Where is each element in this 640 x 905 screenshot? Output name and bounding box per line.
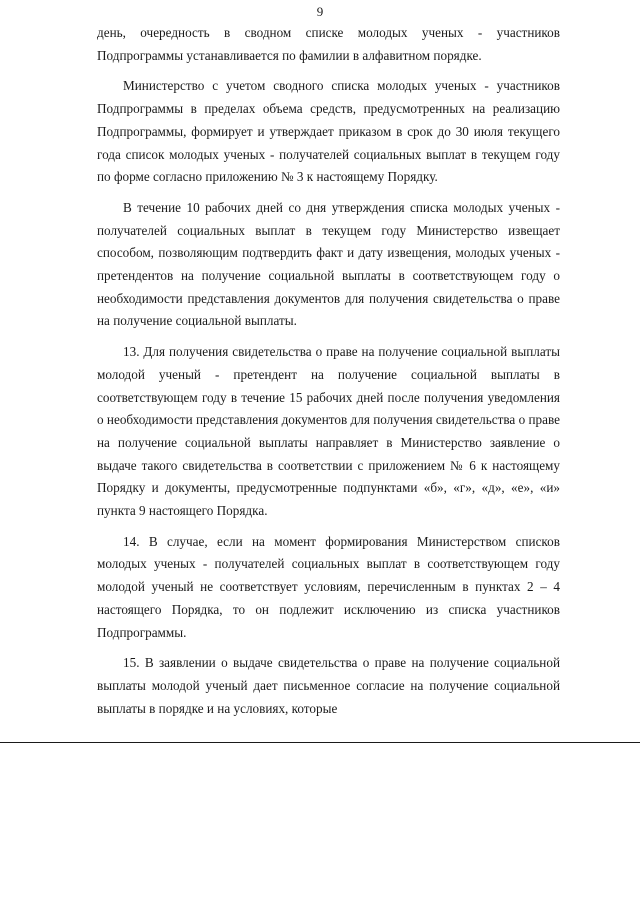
page-number: 9 bbox=[316, 4, 324, 19]
paragraph-item-13: 13. Для получения свидетельства о праве на получение социальной выплаты молодой ученый - претендент на получение социальной выплаты в соответствующем году в течение 15 рабочих дней после получения уведомления о необходимости представления документов для получения свидетельства о праве на получение социальной выплаты направляет в Министерство заявление о выдаче такого свидетельства в соответствии с приложением № 6 к настоящему Порядку и документы, предусмотренные подпунктами «б», «г», «д», «е», «и» пункта 9 настоящего Порядка. bbox=[97, 344, 560, 519]
paragraph-ministry-list: Министерство с учетом сводного списка молодых ученых - участников Подпрограммы в пределах объема средств, предусмотренных на реализацию Подпрограммы, формирует и утверждает приказом в срок до 30 июля текущего года список молодых ученых - получателей социальных выплат в текущем году по форме согласно приложению № 3 к настоящему Порядку. bbox=[97, 78, 560, 185]
paragraph-continuation: день, очередность в сводном списке молодых ученых - участников Подпрограммы устанавливается по фамилии в алфавитном порядке. bbox=[97, 25, 560, 63]
paragraph-notification: В течение 10 рабочих дней со дня утверждения списка молодых ученых - получателей социальных выплат в текущем году Министерство извещает способом, позволяющим подтвердить факт и дату извещения, молодых ученых - претендентов на получение социальной выплаты в соответствующем году о необходимости представления документов для получения свидетельства о праве на получение социальной выплаты. bbox=[97, 199, 560, 329]
paragraph-item-15: 15. В заявлении о выдаче свидетельства о праве на получение социальной выплаты молодой ученый дает письменное согласие на получение социальной выплаты в порядке и на условиях, которые bbox=[97, 655, 560, 716]
document-body bbox=[97, 22, 560, 728]
page-bottom-rule bbox=[0, 742, 640, 743]
paragraph-item-14: 14. В случае, если на момент формирования Министерством списков молодых ученых - получателей социальных выплат в соответствующем году молодой ученый не соответствует условиям, перечисленным в пунктах 2 – 4 настоящего Порядка, то он подлежит исключению из списка участников Подпрограммы. bbox=[97, 533, 560, 640]
